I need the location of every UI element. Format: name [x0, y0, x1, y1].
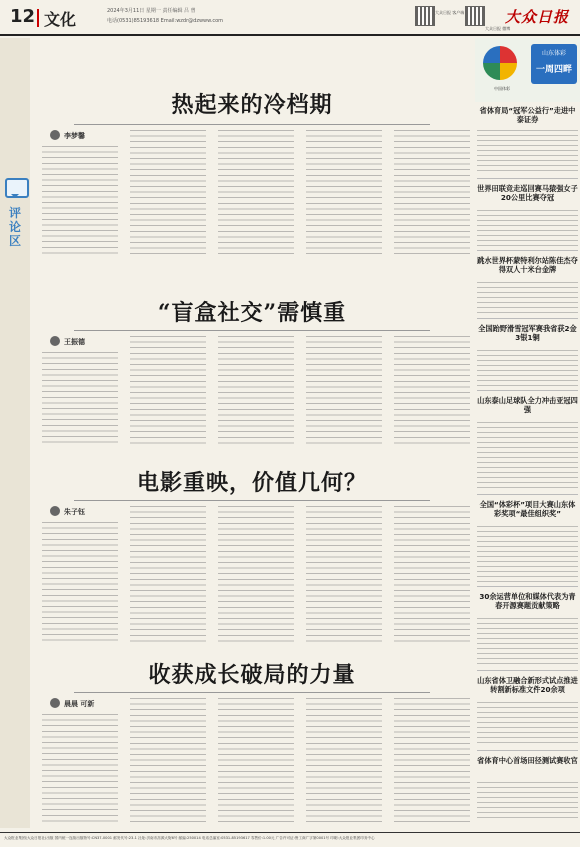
- section-name: 文化: [44, 10, 77, 29]
- article-text-column: [130, 336, 206, 446]
- news-rule: [477, 494, 578, 495]
- news-headline: 跳水世界杯蒙特利尔站陈佳杰夺得双人十米台金牌: [477, 256, 578, 274]
- article-title: 电影重映，价值几何？: [136, 470, 367, 496]
- article-text-column: [42, 146, 118, 258]
- qr-label: 大众日报 微博: [485, 26, 511, 31]
- article-rule: [74, 500, 430, 501]
- lottery-logo-icon: [483, 46, 517, 80]
- page-footer: [0, 832, 580, 847]
- qr-label: 大众日报 客户端: [435, 10, 465, 15]
- right-news-column: [475, 38, 580, 828]
- masthead: 大众日报: [505, 8, 570, 26]
- badge-line2: 一周四畔: [535, 65, 572, 75]
- article-author: 朱子钰: [64, 508, 85, 516]
- article-text-column: [42, 522, 118, 644]
- header-rule: [0, 34, 580, 36]
- article-text-column: [394, 506, 470, 644]
- article-author: 王振德: [64, 338, 85, 346]
- footer-text: 大众报业集团(大众日报社)出版 国内统一连续出版物号:CN37-0001 邮发代号:23-1 社址:济南市泺源大街6号 邮编:250014 电话总编室:0531-85193617 零售价:1.00元 广告许可证:鲁工商广字第0001号 印刷:大众报业集团印务中心: [4, 836, 375, 840]
- news-text: [477, 618, 578, 666]
- article-title: 收获成长破局的力量: [148, 662, 356, 688]
- author-icon: [50, 336, 60, 346]
- author-icon: [50, 698, 60, 708]
- news-text: [477, 282, 578, 314]
- news-rule: [477, 318, 578, 319]
- article-text-column: [394, 130, 470, 258]
- news-rule: [477, 586, 578, 587]
- article-title: “盲盒社交”需慎重: [157, 300, 347, 326]
- qr-code-icon: [415, 6, 435, 26]
- article-rule: [74, 330, 430, 331]
- article-text-column: [306, 506, 382, 644]
- article-text-column: [394, 336, 470, 446]
- news-rule: [477, 250, 578, 251]
- news-headline: 世界田联竞走巡回赛马猿强女子20公里比赛夺冠: [477, 184, 578, 202]
- author-icon: [50, 130, 60, 140]
- news-rule: [477, 390, 578, 391]
- article-text-column: [130, 130, 206, 258]
- news-headline: 山东泰山足球队全力冲击亚冠四强: [477, 396, 578, 414]
- news-headline: 省体育中心首场田径测试赛收官: [477, 756, 578, 765]
- article-rule: [74, 124, 430, 125]
- news-text: [477, 702, 578, 746]
- news-text: [477, 526, 578, 582]
- news-headline: 30余运营单位和媒体代表为青春开源赛题贡献策略: [479, 592, 576, 610]
- article-text-column: [306, 130, 382, 258]
- badge-org: 中国体彩: [494, 86, 510, 91]
- article-text-column: [394, 698, 470, 824]
- news-text: [477, 350, 578, 386]
- news-text: [477, 130, 578, 174]
- article-rule: [74, 692, 430, 693]
- article-text-column: [218, 698, 294, 824]
- news-text: [477, 210, 578, 246]
- article-text-column: [130, 506, 206, 644]
- news-rule: [477, 178, 578, 179]
- news-headline: 全国跆野滑雪冠军赛我省获2金3银1铜: [478, 324, 577, 342]
- article-text-column: [130, 698, 206, 824]
- sidebar-section-label: 评论区: [8, 206, 21, 248]
- main-content: [32, 38, 472, 828]
- article-text-column: [306, 336, 382, 446]
- article-text-column: [218, 336, 294, 446]
- news-headline: 全国“体彩杯”项目大赛山东体彩奖项“最佳组织奖”: [479, 500, 576, 518]
- article-author: 李梦馨: [64, 132, 85, 140]
- page-number: 12: [10, 6, 36, 27]
- news-headline: 省体育局“冠军公益行”走进中泰证券: [479, 106, 576, 124]
- contact-line: 电话(0531)85193618 Email:wzdr@dzwww.com: [107, 18, 224, 24]
- badge-line1: 山东体彩: [541, 50, 566, 57]
- author-icon: [50, 506, 60, 516]
- article-title: 热起来的冷档期: [171, 92, 333, 118]
- article-author: 晨晨 可新: [64, 700, 95, 708]
- news-rule: [477, 670, 578, 671]
- article-text-column: [42, 352, 118, 446]
- news-text: [477, 422, 578, 490]
- qr-code-icon: [465, 6, 485, 26]
- header-divider: [37, 9, 39, 27]
- article-text-column: [42, 714, 118, 824]
- date-line: 2024年3月11日 星期一 责任编辑 吕 曾: [107, 8, 196, 14]
- news-text: [477, 782, 578, 822]
- news-headline: 山东省体卫融合新形式试点推进转割新标准文件20余项: [477, 676, 578, 694]
- news-rule: [477, 750, 578, 751]
- article-text-column: [306, 698, 382, 824]
- sports-lottery-badge: [475, 38, 580, 102]
- page-header: [0, 0, 580, 38]
- article-text-column: [218, 506, 294, 644]
- article-text-column: [218, 130, 294, 258]
- left-sidebar: [0, 38, 30, 828]
- comment-icon: [5, 178, 29, 198]
